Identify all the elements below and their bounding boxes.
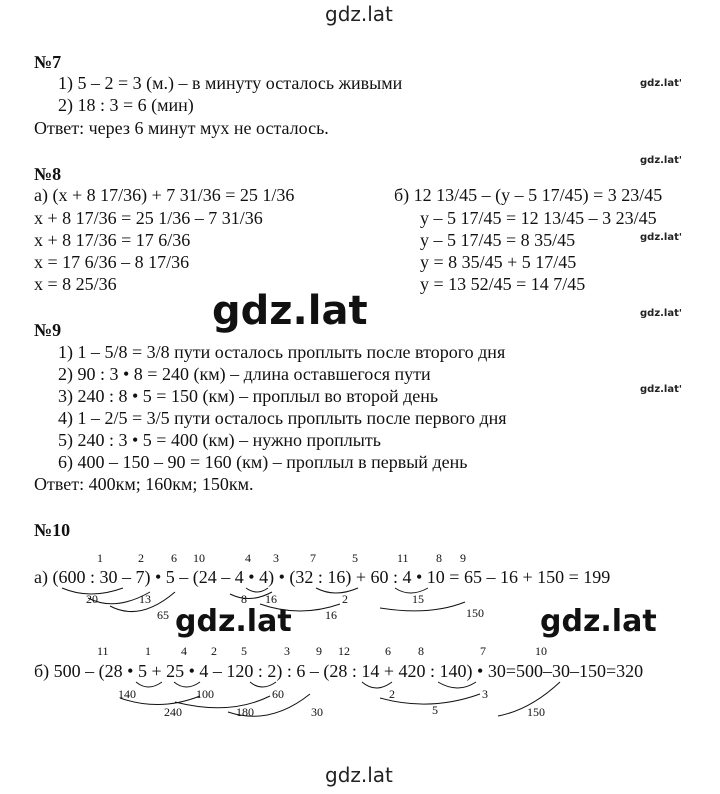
- arc: [395, 588, 428, 593]
- step-result: 20: [86, 592, 98, 606]
- step-result: 13: [139, 592, 151, 606]
- watermark-small: gdz.lat': [640, 155, 682, 166]
- problem-8b-line: б) 12 13/45 – (y – 5 17/45) = 3 23/45: [394, 185, 663, 205]
- step-result: 16: [265, 592, 277, 606]
- problem-9-line: 4) 1 – 2/5 = 3/5 пути осталось проплыть после первого дня: [58, 408, 507, 428]
- arc: [174, 682, 200, 687]
- order-number: 4: [245, 551, 251, 565]
- order-number: 9: [460, 551, 466, 565]
- problem-7-line: 1) 5 – 2 = 3 (м.) – в минуту осталось живыми: [58, 73, 403, 93]
- order-number: 5: [241, 644, 247, 658]
- watermark-top: gdz.lat: [325, 2, 393, 26]
- step-result: 30: [311, 705, 323, 719]
- order-number: 10: [193, 551, 205, 565]
- order-number: 10: [535, 644, 547, 658]
- problem-9-line: 3) 240 : 8 • 5 = 150 (км) – проплыл во второй день: [58, 386, 439, 406]
- problem-8b-line: y = 8 35/45 + 5 17/45: [420, 252, 577, 272]
- watermark-cut: gdz.lat: [175, 604, 292, 639]
- step-result: 60: [272, 687, 284, 701]
- step-result: 2: [342, 592, 348, 606]
- arc: [438, 682, 476, 688]
- order-number: 9: [316, 644, 322, 658]
- step-result: 65: [157, 608, 169, 622]
- arc: [260, 604, 340, 611]
- watermark-large: gdz.lat: [212, 288, 368, 334]
- step-result: 16: [325, 608, 337, 622]
- arc: [120, 696, 200, 705]
- watermark-small: gdz.lat': [640, 384, 682, 395]
- order-number: 2: [211, 644, 217, 658]
- problem-8a-line: x = 8 25/36: [34, 274, 117, 294]
- problem-10a-expression: а) (600 : 30 – 7) • 5 – (24 – 4 • 4) • (32 : 16) + 60 : 4 • 10 = 65 – 16 + 150 = 199: [34, 567, 611, 587]
- arc: [316, 588, 358, 593]
- arc: [136, 682, 162, 687]
- arc: [362, 682, 392, 688]
- arc: [246, 588, 268, 592]
- step-result: 5: [432, 703, 438, 717]
- step-result: 100: [196, 687, 214, 701]
- problem-7-line: 2) 18 : 3 = 6 (мин): [58, 95, 194, 115]
- order-number: 1: [97, 551, 103, 565]
- arc: [62, 588, 123, 594]
- watermark-cut: gdz.lat: [540, 604, 657, 639]
- problem-8a-line: x + 8 17/36 = 25 1/36 – 7 31/36: [34, 208, 263, 228]
- step-result: 180: [236, 705, 254, 719]
- order-number: 3: [273, 551, 279, 565]
- order-number: 2: [138, 551, 144, 565]
- arc: [380, 694, 480, 704]
- arc: [498, 682, 560, 719]
- order-number: 11: [97, 644, 109, 658]
- arc: [250, 682, 276, 687]
- problem-7-title: №7: [34, 52, 62, 72]
- step-result: 2: [389, 687, 395, 701]
- problem-8b-line: y – 5 17/45 = 8 35/45: [420, 230, 576, 250]
- arc: [175, 696, 270, 708]
- problem-9-line: 6) 400 – 150 – 90 = 160 (км) – проплыл в первый день: [58, 452, 468, 472]
- order-number: 3: [284, 644, 290, 658]
- problem-8b-line: y = 13 52/45 = 14 7/45: [420, 274, 586, 294]
- arc: [380, 602, 465, 611]
- watermark-bottom: gdz.lat: [325, 763, 393, 787]
- order-number: 5: [352, 551, 358, 565]
- problem-10-title: №10: [34, 520, 71, 540]
- problem-8a-line: а) (x + 8 17/36) + 7 31/36 = 25 1/36: [34, 185, 295, 205]
- problem-9-line: 1) 1 – 5/8 = 3/8 пути осталось проплыть после второго дня: [58, 342, 506, 362]
- problem-9-answer: Ответ: 400км; 160км; 150км.: [34, 474, 254, 494]
- step-result: 240: [164, 705, 182, 719]
- step-result: 150: [527, 705, 545, 719]
- order-number: 8: [436, 551, 442, 565]
- step-result: 140: [118, 687, 136, 701]
- problem-8a-line: x = 17 6/36 – 8 17/36: [34, 252, 190, 272]
- arc: [230, 592, 272, 599]
- order-number: 8: [418, 644, 424, 658]
- problem-9-line: 2) 90 : 3 • 8 = 240 (км) – длина оставшегося пути: [58, 364, 431, 384]
- problem-10b-expression: б) 500 – (28 • 5 + 25 • 4 – 120 : 2) : 6 – (28 : 14 + 420 : 140) • 30=500–30–150=320: [34, 661, 644, 681]
- order-number: 6: [385, 644, 391, 658]
- order-number: 6: [171, 551, 177, 565]
- order-number: 4: [181, 644, 187, 658]
- order-number: 7: [310, 551, 316, 565]
- step-result: 150: [466, 606, 484, 620]
- problem-7-answer: Ответ: через 6 минут мух не осталось.: [34, 118, 329, 138]
- problem-8a-line: x + 8 17/36 = 17 6/36: [34, 230, 191, 250]
- problem-9-line: 5) 240 : 3 • 5 = 400 (км) – нужно проплыть: [58, 430, 381, 450]
- order-number: 11: [397, 551, 409, 565]
- step-result: 8: [241, 592, 247, 606]
- problem-8-title: №8: [34, 164, 62, 184]
- problem-8b-line: y – 5 17/45 = 12 13/45 – 3 23/45: [420, 208, 657, 228]
- order-number: 1: [145, 644, 151, 658]
- watermark-small: gdz.lat': [640, 78, 682, 89]
- arc: [110, 592, 175, 612]
- step-result: 3: [482, 687, 488, 701]
- watermark-small: gdz.lat': [640, 232, 682, 243]
- order-number: 7: [480, 644, 486, 658]
- problem-9-title: №9: [34, 320, 62, 340]
- step-result: 15: [412, 592, 424, 606]
- order-number: 12: [338, 644, 350, 658]
- arc: [228, 694, 310, 719]
- watermark-small: gdz.lat': [640, 308, 682, 319]
